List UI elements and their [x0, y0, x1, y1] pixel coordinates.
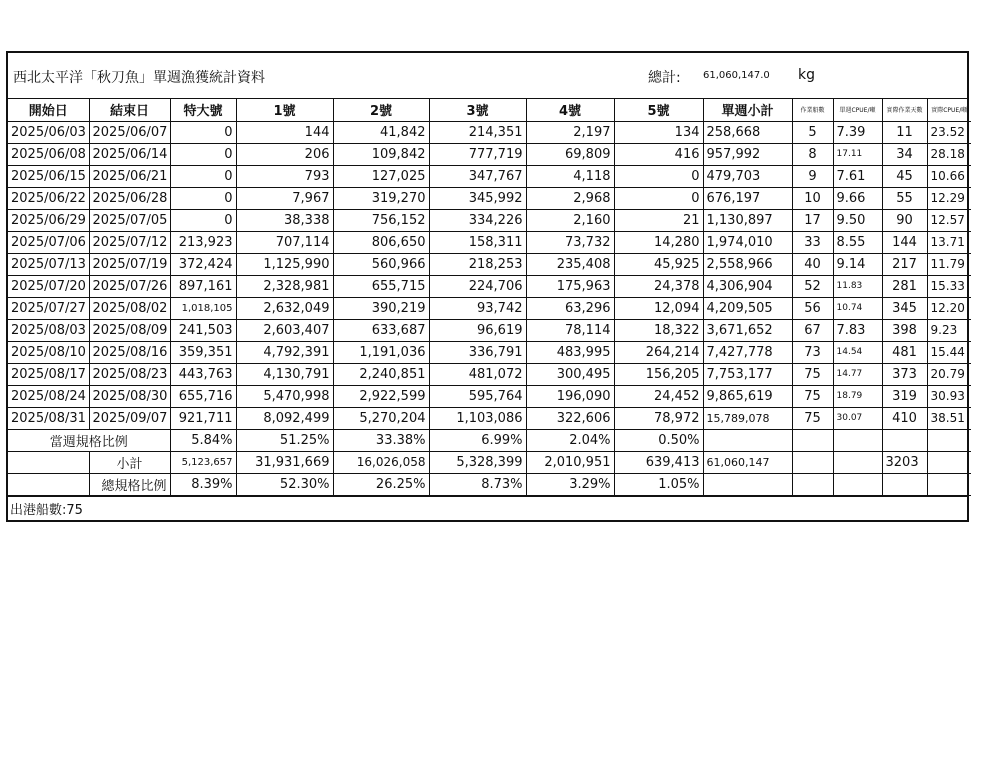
empty-cell — [792, 429, 833, 451]
total-ratio-n1: 52.30% — [236, 473, 333, 495]
cell-actual-cpue: 12.57 — [927, 209, 971, 231]
cell-end-date: 2025/09/07 — [89, 407, 170, 429]
cell-n5: 416 — [614, 143, 703, 165]
col-header-xl: 特大號 — [170, 99, 236, 121]
cell-ships: 33 — [792, 231, 833, 253]
cell-n5: 78,972 — [614, 407, 703, 429]
table-row — [8, 231, 971, 253]
cell-cpue: 9.50 — [833, 209, 882, 231]
cell-n5: 264,214 — [614, 341, 703, 363]
data-body — [8, 121, 971, 429]
cell-ships: 17 — [792, 209, 833, 231]
cell-week-subtotal: 15,789,078 — [703, 407, 792, 429]
table-row — [8, 209, 971, 231]
cell-actual-cpue: 11.79 — [927, 253, 971, 275]
table-row — [8, 407, 971, 429]
empty-cell — [792, 473, 833, 495]
cell-xl: 897,161 — [170, 275, 236, 297]
cell-end-date: 2025/07/05 — [89, 209, 170, 231]
table-row — [8, 187, 971, 209]
cell-start-date: 2025/06/29 — [8, 209, 89, 231]
cell-actual-cpue: 10.66 — [927, 165, 971, 187]
subtotal-label: 小計 — [89, 451, 170, 473]
cell-n4: 196,090 — [526, 385, 614, 407]
cell-week-subtotal: 1,974,010 — [703, 231, 792, 253]
cell-xl: 0 — [170, 121, 236, 143]
cell-n1: 206 — [236, 143, 333, 165]
cell-cpue: 18.79 — [833, 385, 882, 407]
cell-n5: 45,925 — [614, 253, 703, 275]
cell-n1: 38,338 — [236, 209, 333, 231]
cell-cpue: 9.14 — [833, 253, 882, 275]
subtotal-total: 61,060,147 — [703, 451, 792, 473]
cell-n5: 12,094 — [614, 297, 703, 319]
cell-n3: 218,253 — [429, 253, 526, 275]
cell-days: 345 — [882, 297, 927, 319]
empty-cell — [833, 429, 882, 451]
cell-n1: 5,470,998 — [236, 385, 333, 407]
cell-start-date: 2025/06/15 — [8, 165, 89, 187]
cell-week-subtotal: 7,427,778 — [703, 341, 792, 363]
total-ratio-xl: 8.39% — [170, 473, 236, 495]
cell-xl: 0 — [170, 187, 236, 209]
cell-n3: 93,742 — [429, 297, 526, 319]
catch-table — [8, 99, 971, 496]
cell-end-date: 2025/06/21 — [89, 165, 170, 187]
cell-n5: 134 — [614, 121, 703, 143]
cell-actual-cpue: 13.71 — [927, 231, 971, 253]
report-title: 西北太平洋「秋刀魚」單週漁獲統計資料 — [13, 70, 265, 86]
cell-n4: 69,809 — [526, 143, 614, 165]
cell-n4: 78,114 — [526, 319, 614, 341]
empty-cell — [8, 473, 89, 495]
cell-ships: 8 — [792, 143, 833, 165]
cell-week-subtotal: 2,558,966 — [703, 253, 792, 275]
col-header-n4: 4號 — [526, 99, 614, 121]
cell-start-date: 2025/07/20 — [8, 275, 89, 297]
cell-n1: 1,125,990 — [236, 253, 333, 275]
cell-n1: 793 — [236, 165, 333, 187]
cell-n4: 300,495 — [526, 363, 614, 385]
cell-n2: 2,240,851 — [333, 363, 429, 385]
weekly-ratio-n5: 0.50% — [614, 429, 703, 451]
cell-start-date: 2025/06/22 — [8, 187, 89, 209]
col-header-n2: 2號 — [333, 99, 429, 121]
empty-cell — [927, 429, 971, 451]
cell-start-date: 2025/08/03 — [8, 319, 89, 341]
cell-n2: 655,715 — [333, 275, 429, 297]
cell-n2: 390,219 — [333, 297, 429, 319]
total-label: 總計: — [648, 70, 681, 86]
col-header-subtotal: 單週小計 — [703, 99, 792, 121]
subtotal-n5: 639,413 — [614, 451, 703, 473]
cell-xl: 443,763 — [170, 363, 236, 385]
cell-end-date: 2025/08/16 — [89, 341, 170, 363]
cell-days: 11 — [882, 121, 927, 143]
cell-n5: 24,378 — [614, 275, 703, 297]
cell-n3: 481,072 — [429, 363, 526, 385]
cell-n4: 63,296 — [526, 297, 614, 319]
empty-cell — [703, 473, 792, 495]
weekly-ratio-n1: 51.25% — [236, 429, 333, 451]
total-ratio-row — [8, 473, 971, 495]
cell-n2: 319,270 — [333, 187, 429, 209]
cell-n2: 2,922,599 — [333, 385, 429, 407]
cell-n4: 322,606 — [526, 407, 614, 429]
cell-week-subtotal: 1,130,897 — [703, 209, 792, 231]
cell-n1: 2,632,049 — [236, 297, 333, 319]
cell-week-subtotal: 4,306,904 — [703, 275, 792, 297]
table-row — [8, 341, 971, 363]
cell-days: 45 — [882, 165, 927, 187]
cell-ships: 40 — [792, 253, 833, 275]
cell-ships: 75 — [792, 363, 833, 385]
table-row — [8, 319, 971, 341]
title-row — [8, 53, 967, 99]
total-ratio-label: 總規格比例 — [89, 473, 170, 495]
cell-days: 410 — [882, 407, 927, 429]
cell-days: 481 — [882, 341, 927, 363]
cell-cpue: 7.61 — [833, 165, 882, 187]
cell-xl: 0 — [170, 143, 236, 165]
empty-cell — [703, 429, 792, 451]
cell-n5: 14,280 — [614, 231, 703, 253]
cell-ships: 9 — [792, 165, 833, 187]
empty-cell — [833, 451, 882, 473]
cell-start-date: 2025/08/10 — [8, 341, 89, 363]
cell-cpue: 10.74 — [833, 297, 882, 319]
cell-cpue: 7.83 — [833, 319, 882, 341]
cell-ships: 67 — [792, 319, 833, 341]
cell-n4: 2,968 — [526, 187, 614, 209]
subtotal-n1: 31,931,669 — [236, 451, 333, 473]
cell-xl: 213,923 — [170, 231, 236, 253]
table-row — [8, 297, 971, 319]
cell-start-date: 2025/07/27 — [8, 297, 89, 319]
cell-end-date: 2025/06/28 — [89, 187, 170, 209]
cell-n1: 7,967 — [236, 187, 333, 209]
cell-n3: 1,103,086 — [429, 407, 526, 429]
cell-n2: 5,270,204 — [333, 407, 429, 429]
cell-start-date: 2025/06/08 — [8, 143, 89, 165]
table-row — [8, 121, 971, 143]
cell-end-date: 2025/06/07 — [89, 121, 170, 143]
cell-start-date: 2025/08/24 — [8, 385, 89, 407]
cell-xl: 241,503 — [170, 319, 236, 341]
subtotal-row — [8, 451, 971, 473]
cell-days: 90 — [882, 209, 927, 231]
summary-body — [8, 429, 971, 495]
cell-end-date: 2025/08/09 — [89, 319, 170, 341]
table-row — [8, 385, 971, 407]
cell-end-date: 2025/08/23 — [89, 363, 170, 385]
cell-n1: 4,792,391 — [236, 341, 333, 363]
cell-end-date: 2025/07/26 — [89, 275, 170, 297]
col-header-ships: 作業船數 — [792, 99, 833, 121]
total-value: 61,060,147.0 — [703, 70, 770, 81]
cell-n2: 756,152 — [333, 209, 429, 231]
cell-n3: 595,764 — [429, 385, 526, 407]
cell-ships: 56 — [792, 297, 833, 319]
cell-cpue: 14.77 — [833, 363, 882, 385]
cell-n1: 2,328,981 — [236, 275, 333, 297]
cell-end-date: 2025/07/12 — [89, 231, 170, 253]
cell-n2: 806,650 — [333, 231, 429, 253]
table-row — [8, 143, 971, 165]
cell-cpue: 7.39 — [833, 121, 882, 143]
cell-days: 55 — [882, 187, 927, 209]
cell-n3: 96,619 — [429, 319, 526, 341]
cell-n3: 347,767 — [429, 165, 526, 187]
cell-days: 217 — [882, 253, 927, 275]
cell-cpue: 17.11 — [833, 143, 882, 165]
cell-n4: 2,197 — [526, 121, 614, 143]
cell-week-subtotal: 3,671,652 — [703, 319, 792, 341]
cell-week-subtotal: 957,992 — [703, 143, 792, 165]
cell-week-subtotal: 479,703 — [703, 165, 792, 187]
cell-n1: 4,130,791 — [236, 363, 333, 385]
cell-week-subtotal: 9,865,619 — [703, 385, 792, 407]
cell-actual-cpue: 15.44 — [927, 341, 971, 363]
table-row — [8, 275, 971, 297]
cell-n2: 633,687 — [333, 319, 429, 341]
cell-n4: 175,963 — [526, 275, 614, 297]
cell-end-date: 2025/08/30 — [89, 385, 170, 407]
table-row — [8, 363, 971, 385]
cell-xl: 1,018,105 — [170, 297, 236, 319]
cell-ships: 75 — [792, 407, 833, 429]
cell-n3: 336,791 — [429, 341, 526, 363]
cell-week-subtotal: 4,209,505 — [703, 297, 792, 319]
cell-xl: 655,716 — [170, 385, 236, 407]
cell-actual-cpue: 23.52 — [927, 121, 971, 143]
total-ratio-n2: 26.25% — [333, 473, 429, 495]
subtotal-xl: 5,123,657 — [170, 451, 236, 473]
cell-n5: 0 — [614, 187, 703, 209]
cell-n3: 224,706 — [429, 275, 526, 297]
cell-start-date: 2025/06/03 — [8, 121, 89, 143]
cell-n5: 21 — [614, 209, 703, 231]
cell-n2: 1,191,036 — [333, 341, 429, 363]
cell-n3: 334,226 — [429, 209, 526, 231]
cell-actual-cpue: 15.33 — [927, 275, 971, 297]
cell-actual-cpue: 20.79 — [927, 363, 971, 385]
cell-days: 281 — [882, 275, 927, 297]
cell-ships: 5 — [792, 121, 833, 143]
cell-n1: 144 — [236, 121, 333, 143]
total-ratio-n4: 3.29% — [526, 473, 614, 495]
cell-xl: 0 — [170, 209, 236, 231]
ships-departed-note: 出港船數:75 — [10, 502, 83, 518]
cell-end-date: 2025/06/14 — [89, 143, 170, 165]
col-header-days: 實際作業天數 — [882, 99, 927, 121]
cell-start-date: 2025/08/17 — [8, 363, 89, 385]
weekly-ratio-label: 當週規格比例 — [8, 429, 170, 451]
footer-row — [8, 496, 967, 520]
cell-actual-cpue: 12.29 — [927, 187, 971, 209]
cell-n5: 0 — [614, 165, 703, 187]
cell-cpue: 14.54 — [833, 341, 882, 363]
col-header-end: 結束日 — [89, 99, 170, 121]
cell-week-subtotal: 7,753,177 — [703, 363, 792, 385]
cell-ships: 75 — [792, 385, 833, 407]
cell-week-subtotal: 676,197 — [703, 187, 792, 209]
col-header-actual-cpue: 實際CPUE/噸 — [927, 99, 971, 121]
empty-cell — [882, 429, 927, 451]
cell-n1: 8,092,499 — [236, 407, 333, 429]
empty-cell — [833, 473, 882, 495]
cell-ships: 10 — [792, 187, 833, 209]
cell-ships: 73 — [792, 341, 833, 363]
weekly-ratio-n4: 2.04% — [526, 429, 614, 451]
weekly-ratio-xl: 5.84% — [170, 429, 236, 451]
cell-n4: 483,995 — [526, 341, 614, 363]
cell-days: 398 — [882, 319, 927, 341]
cell-n1: 707,114 — [236, 231, 333, 253]
cell-xl: 372,424 — [170, 253, 236, 275]
total-ratio-n5: 1.05% — [614, 473, 703, 495]
cell-start-date: 2025/07/13 — [8, 253, 89, 275]
cell-end-date: 2025/07/19 — [89, 253, 170, 275]
catch-statistics-sheet — [6, 51, 969, 522]
subtotal-days: 3203 — [882, 451, 927, 473]
cell-cpue: 8.55 — [833, 231, 882, 253]
cell-xl: 359,351 — [170, 341, 236, 363]
cell-n2: 127,025 — [333, 165, 429, 187]
subtotal-n3: 5,328,399 — [429, 451, 526, 473]
cell-n5: 156,205 — [614, 363, 703, 385]
cell-n4: 2,160 — [526, 209, 614, 231]
subtotal-n4: 2,010,951 — [526, 451, 614, 473]
cell-ships: 52 — [792, 275, 833, 297]
cell-n1: 2,603,407 — [236, 319, 333, 341]
cell-n3: 777,719 — [429, 143, 526, 165]
empty-cell — [927, 451, 971, 473]
empty-cell — [882, 473, 927, 495]
weekly-ratio-n3: 6.99% — [429, 429, 526, 451]
cell-n5: 24,452 — [614, 385, 703, 407]
table-row — [8, 165, 971, 187]
weekly-ratio-n2: 33.38% — [333, 429, 429, 451]
col-header-n5: 5號 — [614, 99, 703, 121]
empty-cell — [8, 451, 89, 473]
col-header-cpue: 單週CPUE/噸 — [833, 99, 882, 121]
total-unit: kg — [798, 67, 815, 83]
col-header-n3: 3號 — [429, 99, 526, 121]
cell-n3: 214,351 — [429, 121, 526, 143]
total-ratio-n3: 8.73% — [429, 473, 526, 495]
header-row — [8, 99, 971, 121]
cell-week-subtotal: 258,668 — [703, 121, 792, 143]
cell-n5: 18,322 — [614, 319, 703, 341]
weekly-ratio-row — [8, 429, 971, 451]
cell-actual-cpue: 30.93 — [927, 385, 971, 407]
cell-days: 373 — [882, 363, 927, 385]
cell-end-date: 2025/08/02 — [89, 297, 170, 319]
cell-actual-cpue: 12.20 — [927, 297, 971, 319]
cell-actual-cpue: 38.51 — [927, 407, 971, 429]
cell-n3: 345,992 — [429, 187, 526, 209]
cell-actual-cpue: 28.18 — [927, 143, 971, 165]
cell-n4: 235,408 — [526, 253, 614, 275]
cell-days: 319 — [882, 385, 927, 407]
cell-days: 144 — [882, 231, 927, 253]
cell-n2: 109,842 — [333, 143, 429, 165]
empty-cell — [927, 473, 971, 495]
cell-n2: 560,966 — [333, 253, 429, 275]
subtotal-n2: 16,026,058 — [333, 451, 429, 473]
cell-days: 34 — [882, 143, 927, 165]
cell-n3: 158,311 — [429, 231, 526, 253]
cell-start-date: 2025/07/06 — [8, 231, 89, 253]
cell-xl: 921,711 — [170, 407, 236, 429]
cell-cpue: 9.66 — [833, 187, 882, 209]
cell-n4: 4,118 — [526, 165, 614, 187]
cell-start-date: 2025/08/31 — [8, 407, 89, 429]
table-row — [8, 253, 971, 275]
cell-actual-cpue: 9.23 — [927, 319, 971, 341]
cell-cpue: 11.83 — [833, 275, 882, 297]
col-header-start: 開始日 — [8, 99, 89, 121]
cell-cpue: 30.07 — [833, 407, 882, 429]
col-header-n1: 1號 — [236, 99, 333, 121]
empty-cell — [792, 451, 833, 473]
cell-n2: 41,842 — [333, 121, 429, 143]
cell-n4: 73,732 — [526, 231, 614, 253]
cell-xl: 0 — [170, 165, 236, 187]
